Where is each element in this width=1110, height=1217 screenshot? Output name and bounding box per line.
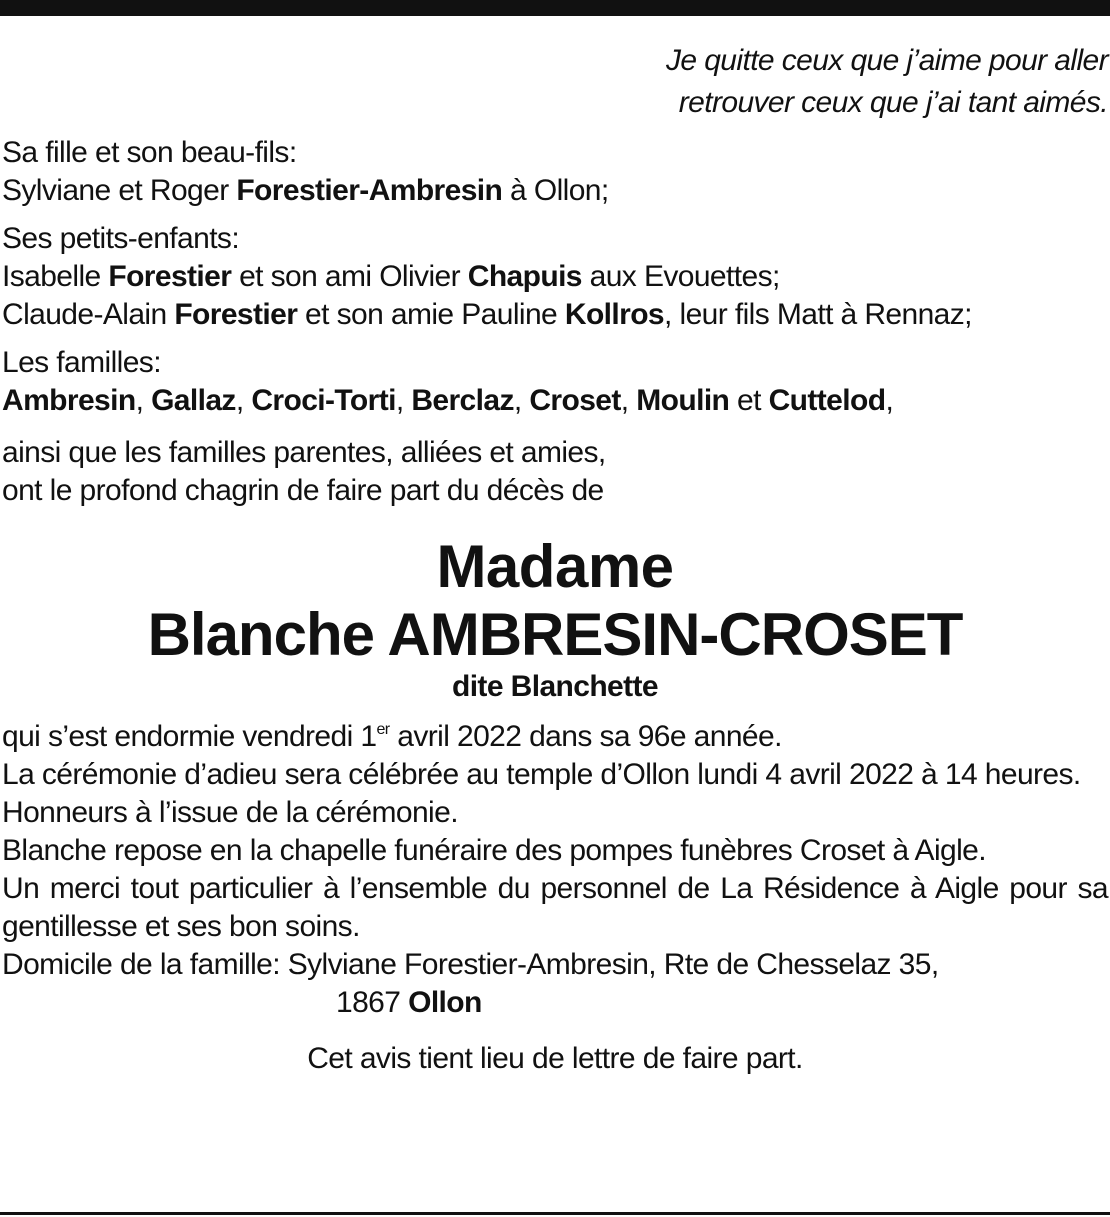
postal-code: 1867 [336,986,409,1019]
honours-line: Honneurs à l’issue de la cérémonie. [2,796,458,829]
top-rule [0,0,1110,16]
daughter-surname: Forestier-Ambresin [236,174,503,207]
bottom-rule [0,1212,1110,1215]
quote-line: Je quitte ceux que j’aime pour aller [666,44,1108,77]
town-name: Ollon [408,986,482,1019]
daughter-section [2,134,1108,210]
obituary-notice [2,40,1108,1078]
families-section [2,344,1108,420]
grandchildren-section [2,220,1108,334]
text-run: Isabelle [2,260,109,293]
passing-line [2,718,1108,756]
separator: , [513,384,530,417]
separator: , [620,384,637,417]
separator: , [235,384,252,417]
text-run: et son amie Pauline [297,298,565,331]
daughter-place: à Ollon; [502,174,609,207]
daughter-heading: Sa fille et son beau-fils: [2,136,297,169]
domicile-line: Domicile de la famille: Sylviane Forestier-Ambresin, Rte de Chesselaz 35, [2,948,939,981]
text-run: qui s’est endormie vendredi 1 [2,720,377,753]
separator: , [395,384,412,417]
surname: Forestier [108,260,232,293]
family-name: Gallaz [151,384,236,417]
text-run: et son ami Olivier [231,260,468,293]
announcement [2,434,1108,510]
grandchild-line [2,258,1108,296]
family-name: Croset [529,384,621,417]
grandchildren-heading: Ses petits-enfants: [2,222,240,255]
deceased-title: Madame [436,533,674,600]
surname: Kollros [564,298,665,331]
grandchild-line [2,296,1108,334]
deceased-name: Blanche AMBRESIN-CROSET [147,601,963,668]
deceased-nickname: dite Blanchette [451,670,659,703]
rest-line: Blanche repose en la chapelle funéraire des pompes funèbres Croset à Aigle. [2,834,986,867]
family-name: Croci-Torti [251,384,396,417]
separator: , [135,384,152,417]
family-name: Moulin [636,384,730,417]
ordinal-suffix: er [376,721,390,738]
announce-line: ainsi que les familles parentes, alliées et amies, [2,436,606,469]
daughter-names: Sylviane et Roger [2,174,237,207]
surname: Chapuis [467,260,582,293]
text-run: aux Evouettes; [581,260,780,293]
deceased-block [2,534,1108,704]
text-run: Claude-Alain [2,298,175,331]
text-run: , leur fils Matt à Rennaz; [664,298,972,331]
daughter-line [2,172,1108,210]
families-line [2,382,1108,420]
text-run: avril 2022 dans sa 96e année. [389,720,782,753]
surname: Forestier [174,298,298,331]
thanks-line: Un merci tout particulier à l’ensemble du personnel de La Résidence à Aigle pour sa gentillesse et ses bon soins. [2,872,1108,943]
closing-note: Cet avis tient lieu de lettre de faire part. [307,1042,803,1075]
epigraph-quote [2,40,1108,124]
ceremony-line: La cérémonie d’adieu sera célébrée au temple d’Ollon lundi 4 avril 2022 à 14 heures. [2,758,1081,791]
conjunction: et [729,384,769,417]
family-name: Berclaz [411,384,514,417]
separator: , [885,384,894,417]
announce-line: ont le profond chagrin de faire part du décès de [2,474,604,507]
family-name: Cuttelod [768,384,886,417]
family-name: Ambresin [2,384,136,417]
domicile-address [2,984,1108,1022]
details-section [2,718,1108,1022]
quote-line: retrouver ceux que j’ai tant aimés. [678,86,1108,119]
families-heading: Les familles: [2,346,161,379]
